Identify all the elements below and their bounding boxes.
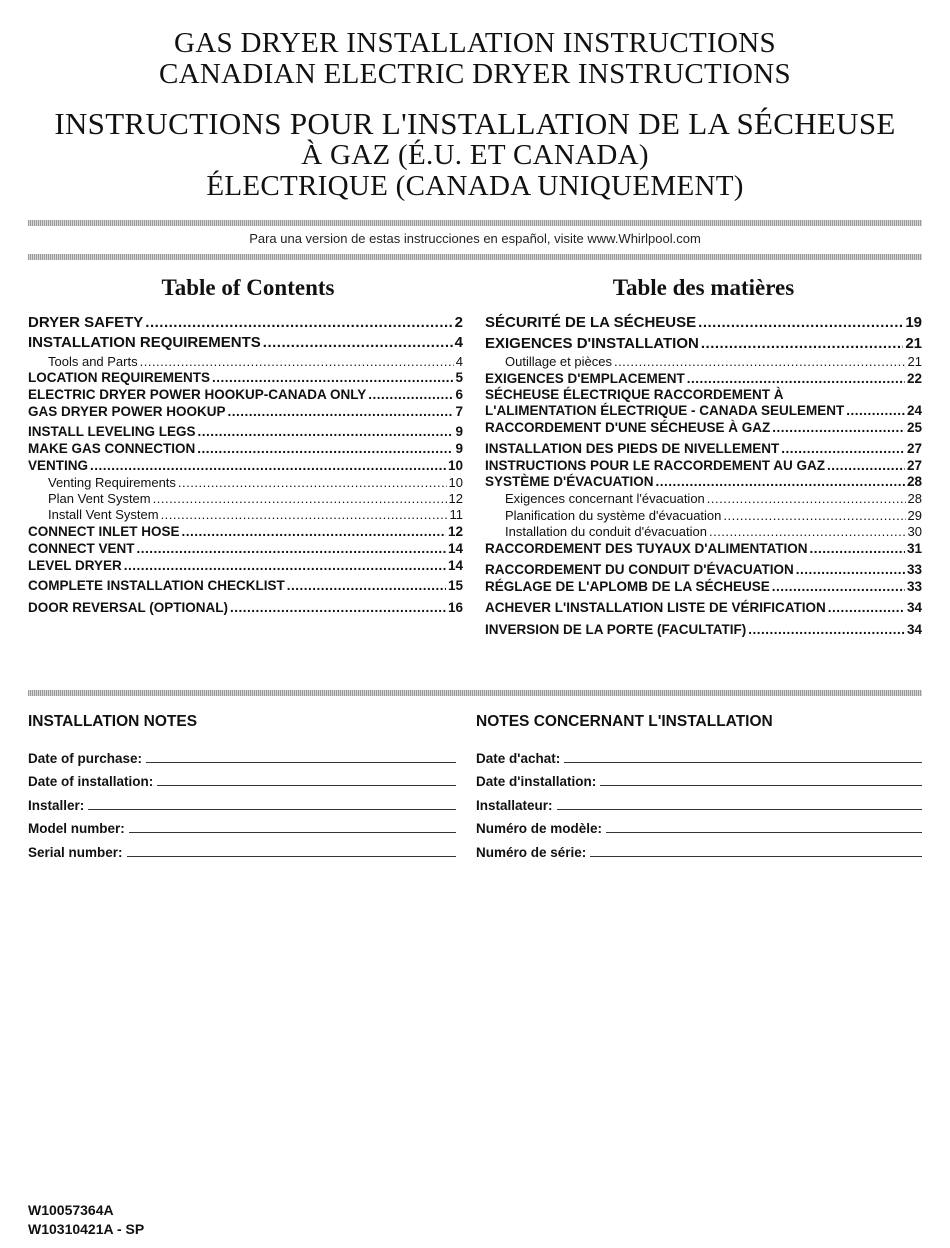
toc-entry — [28, 558, 463, 573]
toc-entry-page: 28 — [907, 491, 922, 506]
toc-entry-label: SYSTÈME D'ÉVACUATION — [485, 474, 654, 489]
toc-entry-label: EXIGENCES D'INSTALLATION — [485, 335, 699, 352]
toc-entry-label: Tools and Parts — [48, 354, 138, 369]
toc-entry-label: INSTALL LEVELING LEGS — [28, 424, 196, 439]
toc-entry — [485, 474, 922, 489]
document-code-2: W10310421A - SP — [28, 1221, 145, 1237]
toc-entry-page: 34 — [906, 600, 922, 615]
toc-entry — [28, 458, 463, 473]
toc-entry-page: 5 — [455, 370, 463, 385]
toc-entry-page: 7 — [455, 404, 463, 419]
note-field-label: Date d'achat: — [476, 750, 561, 766]
toc-entry-label: RACCORDEMENT DES TUYAUX D'ALIMENTATION — [485, 541, 808, 556]
toc-entry — [28, 387, 463, 402]
toc-dot-leader — [124, 558, 446, 573]
toc-dot-leader — [723, 508, 905, 523]
toc-dot-leader — [368, 387, 453, 402]
toc-dot-leader — [709, 524, 906, 539]
toc-dot-leader — [161, 507, 448, 522]
title-fr-3: ÉLECTRIQUE (CANADA UNIQUEMENT) — [206, 170, 744, 202]
spanish-version-note: Para una version de estas instrucciones en español, visite www.Whirlpool.com — [249, 231, 701, 246]
toc-entry — [485, 524, 922, 539]
toc-entry-label: CONNECT VENT — [28, 541, 135, 556]
toc-entry — [28, 524, 463, 539]
toc-entry-page: 33 — [906, 579, 922, 594]
toc-dot-leader — [701, 335, 903, 352]
toc-entry — [485, 508, 922, 523]
toc-entry-page: 34 — [906, 622, 922, 637]
toc-entry-label: DRYER SAFETY — [28, 314, 144, 331]
note-field-label: Date of installation: — [28, 774, 154, 789]
toc-dot-leader — [287, 578, 446, 593]
note-field-label: Date d'installation: — [476, 774, 597, 789]
note-field-line[interactable] — [88, 809, 456, 810]
toc-entry-page: 27 — [906, 441, 922, 456]
toc-entry-label: MAKE GAS CONNECTION — [28, 441, 196, 456]
note-field-label: Installer: — [28, 797, 85, 813]
toc-dot-leader — [153, 491, 447, 506]
note-field[interactable] — [28, 742, 456, 766]
divider-mid — [28, 254, 922, 260]
toc-entry — [485, 458, 922, 473]
note-field-line[interactable] — [564, 762, 922, 763]
note-field-label: Numéro de série: — [476, 844, 587, 860]
notes-installation-heading-fr: NOTES CONCERNANT L'INSTALLATION — [476, 713, 773, 730]
toc-dot-leader — [748, 622, 905, 637]
toc-entry-label: L'ALIMENTATION ÉLECTRIQUE - CANADA SEULEMENT — [485, 403, 845, 418]
toc-dot-leader — [828, 600, 905, 615]
toc-dot-leader — [809, 541, 905, 556]
note-field-line[interactable] — [127, 856, 456, 857]
toc-entry-page: 24 — [906, 403, 922, 418]
toc-entry-page: 21 — [907, 354, 922, 369]
toc-entry — [485, 387, 922, 402]
toc-entry-page: 14 — [447, 558, 463, 573]
toc-entry-label: VENTING — [28, 458, 89, 473]
toc-entry-page: 28 — [906, 474, 922, 489]
toc-entry-label: COMPLETE INSTALLATION CHECKLIST — [28, 578, 285, 593]
note-field-line[interactable] — [157, 785, 456, 786]
note-field-line[interactable] — [590, 856, 922, 857]
toc-dot-leader — [145, 314, 452, 331]
toc-dot-leader — [212, 370, 453, 385]
toc-entry — [28, 370, 463, 385]
toc-dot-leader — [846, 403, 905, 418]
toc-entry-label: Planification du système d'évacuation — [505, 508, 722, 523]
toc-entry-label: RACCORDEMENT DU CONDUIT D'ÉVACUATION — [485, 562, 794, 577]
toc-entry — [485, 354, 922, 369]
toc-entry-page: 4 — [455, 354, 463, 369]
toc-entry-page: 22 — [906, 371, 922, 386]
toc-entry — [485, 579, 922, 594]
toc-entry-page: 15 — [447, 578, 463, 593]
toc-entry — [485, 600, 922, 615]
note-field[interactable] — [476, 813, 922, 837]
note-field-line[interactable] — [129, 832, 456, 833]
toc-dot-leader — [230, 600, 446, 615]
note-field-line[interactable] — [606, 832, 922, 833]
toc-entry-label: EXIGENCES D'EMPLACEMENT — [485, 371, 685, 386]
toc-dot-leader — [263, 334, 453, 351]
toc-heading-fr: Table des matières — [612, 275, 795, 300]
toc-heading-en: Table of Contents — [161, 275, 335, 300]
note-field-label: Numéro de modèle: — [476, 821, 603, 836]
toc-dot-leader — [182, 524, 446, 539]
toc-entry-label: LEVEL DRYER — [28, 558, 122, 573]
toc-entry-page: 9 — [455, 441, 463, 456]
toc-entry-page: 27 — [906, 458, 922, 473]
divider-notes — [28, 690, 922, 696]
toc-entry-page: 10 — [447, 458, 463, 473]
toc-entry-label: SÉCHEUSE ÉLECTRIQUE RACCORDEMENT À — [485, 387, 784, 402]
toc-dot-leader — [137, 541, 446, 556]
toc-entry-label: INSTALLATION DES PIEDS DE NIVELLEMENT — [485, 441, 780, 456]
toc-entry — [28, 475, 463, 490]
toc-dot-leader — [614, 354, 906, 369]
toc-entry — [485, 314, 922, 331]
toc-entry — [28, 424, 463, 439]
toc-entry-label: INVERSION DE LA PORTE (FACULTATIF) — [485, 622, 747, 637]
toc-entry — [485, 335, 922, 352]
toc-dot-leader — [198, 424, 454, 439]
toc-entry-label: Install Vent System — [48, 507, 159, 522]
toc-entry-label: ACHEVER L'INSTALLATION LISTE DE VÉRIFICATION — [485, 600, 826, 615]
toc-entry-page: 12 — [447, 524, 463, 539]
toc-dot-leader — [655, 474, 904, 489]
toc-entry-page: 19 — [905, 314, 922, 331]
toc-entry — [485, 491, 922, 506]
toc-entry-label: Installation du conduit d'évacuation — [505, 524, 707, 539]
toc-entry-label: Venting Requirements — [48, 475, 176, 490]
divider-top — [28, 220, 922, 226]
note-field[interactable] — [476, 789, 922, 813]
toc-entry-label: SÉCURITÉ DE LA SÉCHEUSE — [485, 314, 697, 331]
toc-entry — [485, 562, 922, 577]
note-field[interactable] — [28, 836, 456, 860]
toc-entry-label: CONNECT INLET HOSE — [28, 524, 180, 539]
toc-entry-page: 30 — [907, 524, 922, 539]
toc-entry — [485, 622, 922, 637]
toc-entry — [28, 334, 463, 351]
toc-entry-label: ELECTRIC DRYER POWER HOOKUP-CANADA ONLY — [28, 387, 367, 402]
toc-entry — [28, 314, 463, 331]
toc-dot-leader — [781, 441, 905, 456]
toc-entry-page: 14 — [447, 541, 463, 556]
toc-entry-label: INSTALLATION REQUIREMENTS — [28, 334, 261, 351]
note-field[interactable] — [28, 789, 456, 813]
toc-entry-label: RÉGLAGE DE L'APLOMB DE LA SÉCHEUSE — [485, 579, 770, 594]
toc-entry — [485, 403, 922, 418]
toc-entry-page: 2 — [454, 314, 463, 331]
toc-entry-page: 6 — [455, 387, 463, 402]
document-codes — [28, 1201, 144, 1239]
toc-entry — [28, 491, 463, 506]
toc-entry-page: 25 — [906, 420, 922, 435]
toc-entry-page: 4 — [454, 334, 463, 351]
toc-entry — [28, 404, 463, 419]
toc-entry — [485, 441, 922, 456]
toc-entry-page: 31 — [906, 541, 922, 556]
title-block — [0, 28, 950, 202]
toc-entry — [28, 354, 463, 369]
toc-dot-leader — [772, 579, 905, 594]
toc-entry-page: 10 — [448, 475, 463, 490]
toc-entry-label: GAS DRYER POWER HOOKUP — [28, 404, 226, 419]
note-field-line[interactable] — [600, 785, 922, 786]
document-code-1: W10057364A — [28, 1202, 114, 1218]
toc-entry-label: LOCATION REQUIREMENTS — [28, 370, 210, 385]
toc-entry-page: 11 — [449, 507, 463, 522]
toc-dot-leader — [772, 420, 905, 435]
title-en-1: GAS DRYER INSTALLATION INSTRUCTIONS — [174, 27, 776, 59]
toc-entry-label: DOOR REVERSAL (OPTIONAL) — [28, 600, 229, 615]
toc-entry — [485, 371, 922, 386]
toc-entry — [485, 541, 922, 556]
installation-notes-heading: INSTALLATION NOTES — [28, 713, 198, 730]
toc-entry — [485, 420, 922, 435]
notes-fields-fr — [476, 742, 922, 860]
toc-entry-page: 12 — [448, 491, 463, 506]
notes-fields-en — [28, 742, 456, 860]
toc-entry-label: RACCORDEMENT D'UNE SÉCHEUSE À GAZ — [485, 420, 771, 435]
toc-entry — [28, 441, 463, 456]
toc-dot-leader — [197, 441, 453, 456]
note-field-line[interactable] — [557, 809, 922, 810]
toc-dot-leader — [228, 404, 454, 419]
toc-entry-page: 29 — [907, 508, 922, 523]
toc-entry-page: 33 — [906, 562, 922, 577]
title-fr-1: INSTRUCTIONS POUR L'INSTALLATION DE LA SÉCHEUSE — [54, 106, 896, 141]
toc-dot-leader — [687, 371, 905, 386]
toc-dot-leader — [90, 458, 446, 473]
note-field[interactable] — [28, 813, 456, 837]
toc-entry-label: INSTRUCTIONS POUR LE RACCORDEMENT AU GAZ — [485, 458, 825, 473]
toc-entry-page: 16 — [447, 600, 463, 615]
toc-entry-label: Plan Vent System — [48, 491, 151, 506]
note-field-line[interactable] — [146, 762, 456, 763]
title-fr-2: À GAZ (É.U. ET CANADA) — [301, 139, 649, 171]
toc-entry — [28, 541, 463, 556]
toc-entry-page: 21 — [905, 335, 922, 352]
toc-dot-leader — [698, 314, 903, 331]
title-en-2: CANADIAN ELECTRIC DRYER INSTRUCTIONS — [159, 58, 791, 90]
note-field[interactable] — [476, 742, 922, 766]
note-field-label: Installateur: — [476, 797, 553, 813]
toc-dot-leader — [178, 475, 447, 490]
toc-dot-leader — [140, 354, 454, 369]
toc-entry — [28, 578, 463, 593]
note-field[interactable] — [476, 836, 922, 860]
note-field-label: Model number: — [28, 821, 125, 836]
toc-entry — [28, 507, 463, 522]
toc-dot-leader — [796, 562, 905, 577]
toc-dot-leader — [707, 491, 906, 506]
toc-entry — [28, 600, 463, 615]
toc-dot-leader — [827, 458, 905, 473]
note-field[interactable] — [476, 766, 922, 790]
note-field-label: Serial number: — [28, 844, 123, 860]
toc-entry-page: 9 — [455, 424, 463, 439]
toc-entry-label: Outillage et pièces — [505, 354, 612, 369]
note-field[interactable] — [28, 766, 456, 790]
note-field-label: Date of purchase: — [28, 750, 143, 766]
toc-entry-label: Exigences concernant l'évacuation — [505, 491, 705, 506]
